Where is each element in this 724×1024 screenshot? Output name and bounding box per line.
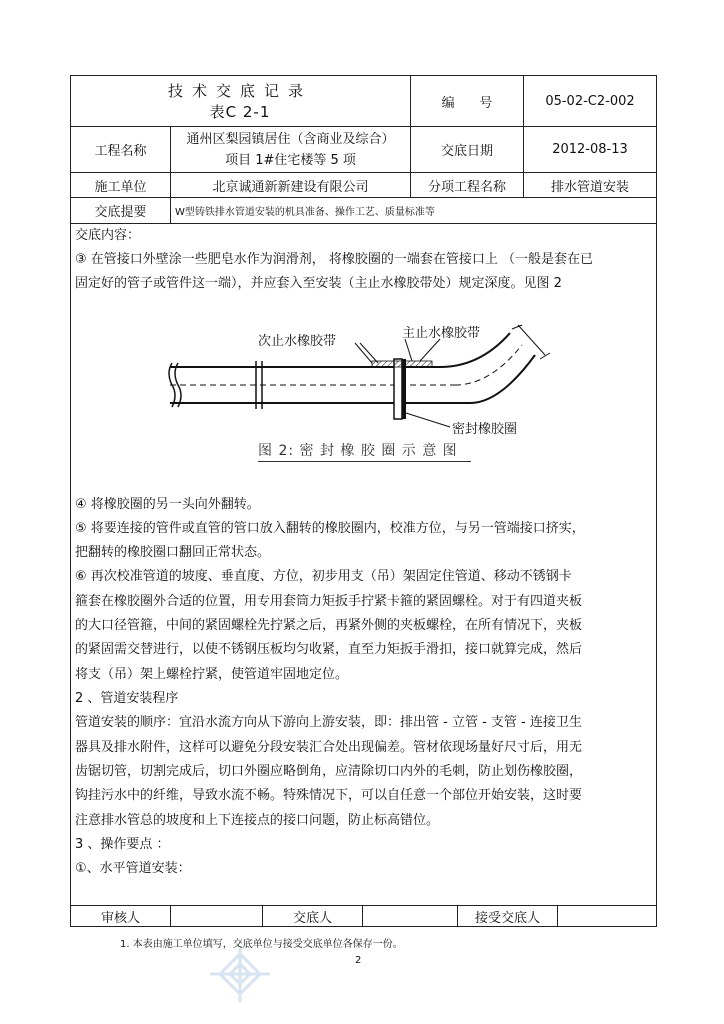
figure-caption-underline [258, 461, 471, 462]
content-line: 注意排水管总的坡度和上下连接点的接口问题，防止标高错位。 [75, 813, 440, 828]
figure-caption: 图 2: 密 封 橡 胶 圈 示 意 图 [258, 443, 458, 459]
content-line: ③ 在管接口外壁涂一些肥皂水作为润滑剂， 将橡胶圈的一端套在管接口上 （一般是套在已 [75, 252, 594, 267]
project-value-line2: 项目 1#住宅楼等 5 项 [225, 152, 356, 168]
date-label: 交底日期 [410, 126, 524, 173]
content-line: 箍套在橡胶圈外合适的位置，用专用套筒力矩扳手拧紧卡箍的紧固螺栓。对于有四道夹板 [75, 594, 583, 609]
date-value: 2012-08-13 [523, 126, 657, 173]
reviewer-label: 审核人 [70, 905, 171, 927]
content-line: 齿锯切管，切割完成后，切口外圈应略倒角，应清除切口内外的毛刺，防止划伤橡胶圈， [75, 764, 583, 779]
reviewer-sign-field [170, 905, 263, 927]
footnote: 1. 本表由施工单位填写，交底单位与接受交底单位各保存一份。 [120, 939, 403, 950]
code-value: 05-02-C2-002 [523, 75, 657, 127]
presenter-label: 交底人 [262, 905, 363, 927]
section-heading: 3 、操作要点 ： [75, 837, 170, 852]
label-seal-ring: 密封橡胶圈 [452, 422, 518, 437]
project-label: 工程名称 [70, 126, 171, 173]
content-heading: 交底内容： [75, 228, 141, 243]
content-line: ⑥ 再次校准管道的坡度、垂直度、方位，初步用支（吊）架固定住管道、移动不锈钢卡 [75, 569, 572, 584]
subproject-value: 排水管道安装 [523, 172, 657, 198]
unit-label: 施工单位 [70, 172, 171, 198]
subproject-label: 分项工程名称 [410, 172, 524, 198]
summary-label: 交底提要 [70, 197, 171, 224]
summary-value: W型铸铁排水管道安装的机具准备、操作工艺、质量标准等 [170, 197, 657, 224]
page-number: 2 [355, 955, 362, 966]
content-line: 管道安装的顺序：宜沿水流方向从下游向上游安装，即：排出管 - 立管 - 支管 - 连接卫生 [75, 715, 582, 730]
section-heading: 2 、管道安装程序 [75, 691, 179, 706]
watermark-logo-icon [200, 948, 280, 1008]
content-line: ④ 将橡胶圈的另一头向外翻转。 [75, 497, 260, 512]
content-line: 器具及排水附件，这样可以避免分段安装汇合处出现偏差。管材依现场量好尺寸后，用无 [75, 740, 583, 755]
content-line: ⑤ 将要连接的管件或直管的管口放入翻转的橡胶圈内，校准方位，与另一管端接口挤实， [75, 521, 585, 536]
label-main-seal: 主止水橡胶带 [402, 326, 481, 341]
project-value-line1: 通州区梨园镇居住（含商业及综合） [186, 131, 395, 147]
code-label: 编 号 [410, 75, 524, 127]
receiver-sign-field [557, 905, 657, 927]
content-line: ①、水平管道安装： [75, 861, 191, 876]
form-number: 表C 2-1 [209, 103, 271, 121]
content-line: 的大口径管箍，中间的紧固螺栓先拧紧之后，再紧外侧的夹板螺栓，在所有情况下，夹板 [75, 618, 583, 633]
receiver-label: 接受交底人 [457, 905, 558, 927]
project-value-cell [170, 126, 411, 173]
content-line: 把翻转的橡胶圈口翻回正常状态。 [75, 545, 271, 560]
label-secondary-seal: 次止水橡胶带 [258, 334, 337, 349]
content-line: 钩挂污水中的纤维，导致水流不畅。特殊情况下，可以自任意一个部位开始安装，这时要 [75, 788, 583, 803]
form-title: 技术交底记录 [167, 82, 312, 100]
presenter-sign-field [362, 905, 458, 927]
content-line: 将支（吊）架上螺栓拧紧，使管道牢固地定位。 [75, 667, 349, 682]
content-line: 的紧固需交替进行，以使不锈钢压板均匀收紧，直至力矩扳手滑扣，接口就算完成，然后 [75, 642, 583, 657]
unit-value: 北京诚通新新建设有限公司 [170, 172, 411, 198]
content-line: 固定好的管子或管件这一端），并应套入至安装（主止水橡胶带处）规定深度。见图 2 [75, 276, 562, 291]
